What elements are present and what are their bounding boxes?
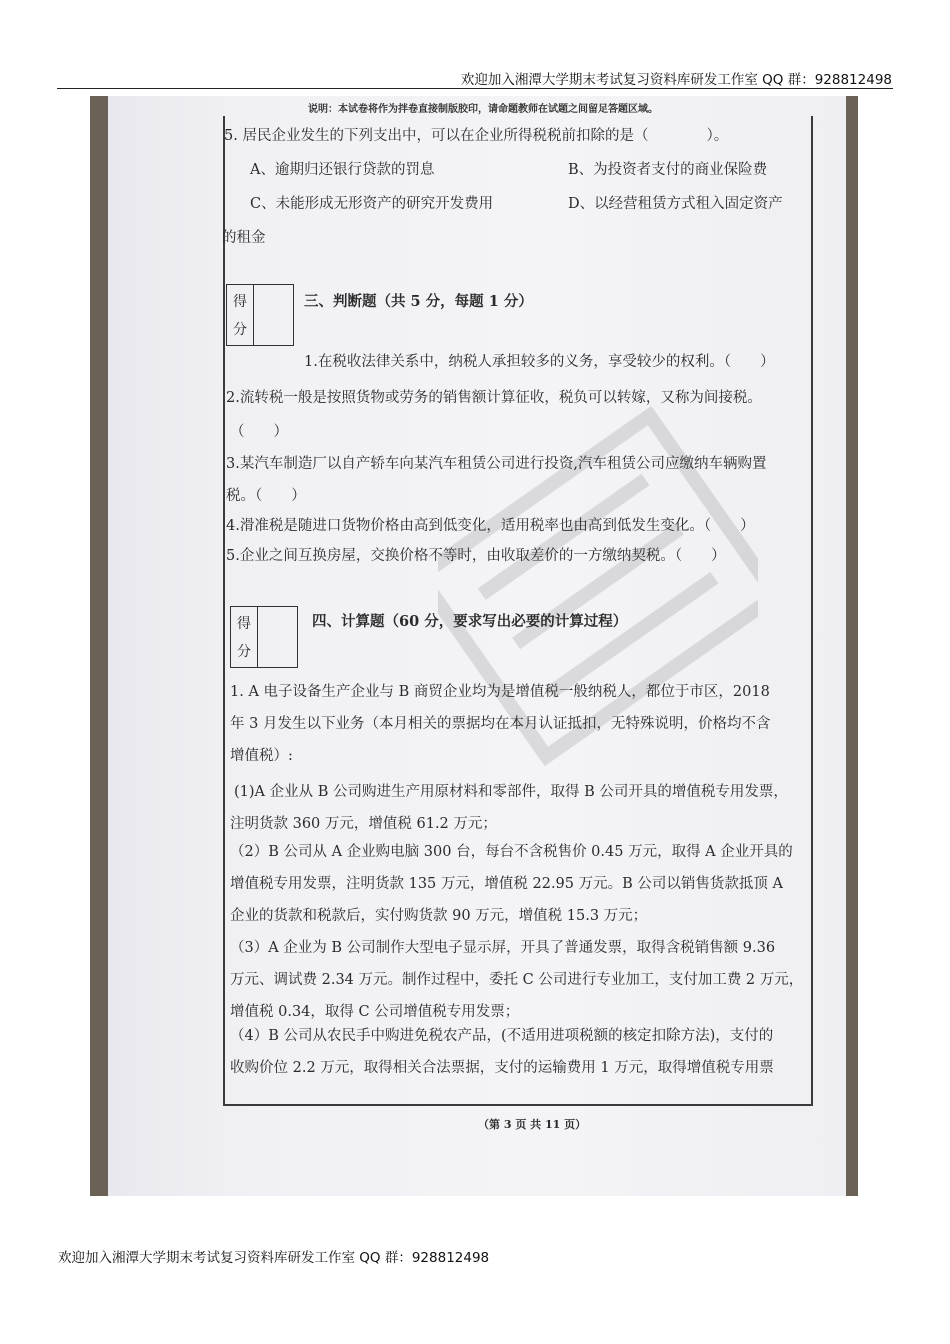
score-box-label-1: 得 [237,616,251,632]
calc-line: （2）B 公司从 A 企业购电脑 300 台，每台不含税售价 0.45 万元，取得 A 企业开具的 [230,844,793,860]
page-number: （第 3 页 共 11 页） [478,1118,587,1131]
q5-option-d-cont: 的租金 [222,230,266,246]
calc-line: 增值税 0.34，取得 C 公司增值税专用发票； [230,1004,520,1020]
judgment-item: 5.企业之间互换房屋，交换价格不等时，由收取差价的一方缴纳契税。（ ） [226,548,726,564]
q5-option-c: C、未能形成无形资产的研究开发费用 [250,196,494,212]
page-header: 欢迎加入湘潭大学期末考试复习资料库研发工作室 QQ 群：928812498 [460,72,892,88]
judgment-item: （ ） [230,424,288,440]
judgment-item: 2.流转税一般是按照货物或劳务的销售额计算征收，税负可以转嫁，又称为间接税。 [226,390,762,406]
q5-option-b: B、为投资者支付的商业保险费 [568,162,768,178]
score-box-label-2: 分 [233,322,247,338]
section-4-title: 四、计算题（60 分，要求写出必要的计算过程） [312,613,628,630]
judgment-item: 1.在税收法律关系中，纳税人承担较多的义务，享受较少的权利。（ ） [304,354,775,370]
judgment-item: 4.滑准税是随进口货物价格由高到低变化，适用税率也由高到低发生变化。（ ） [226,518,755,534]
judgment-item: 税。（ ） [226,488,306,504]
calc-line: 增值税）: [230,748,293,764]
calc-line: 年 3 月发生以下业务（本月相关的票据均在本月认证抵扣，无特殊说明，价格均不含 [230,716,771,732]
q5-stem: 5. 居民企业发生的下列支出中，可以在企业所得税税前扣除的是（ ）。 [224,128,729,144]
calc-line: 增值税专用发票，注明货款 135 万元，增值税 22.95 万元。B 公司以销售货款抵顶 A [230,876,783,892]
page-footer: 欢迎加入湘潭大学期末考试复习资料库研发工作室 QQ 群：928812498 [58,1250,490,1266]
exam-sheet [108,96,846,1196]
section-3-title: 三、判断题（共 5 分，每题 1 分） [304,293,533,310]
score-box-label-1: 得 [233,294,247,310]
q5-option-d: D、以经营租赁方式租入固定资产 [568,196,783,212]
score-box-calculation [230,606,298,668]
calc-line: 1. A 电子设备生产企业与 B 商贸企业均为是增值税一般纳税人，都位于市区，2018 [230,684,770,700]
calc-line: (1)A 企业从 B 公司购进生产用原材料和零部件，取得 B 公司开具的增值税专用发票， [234,784,788,800]
header-divider [57,88,893,89]
q5-option-a: A、逾期归还银行贷款的罚息 [250,162,435,178]
calc-line: （4）B 公司从农民手中购进免税农产品，(不适用进项税额的核定扣除方法)，支付的 [230,1028,774,1044]
score-box-label-2: 分 [237,644,251,660]
score-box-judgment [226,284,294,346]
calc-line: 企业的货款和税款后，实付购货款 90 万元，增值税 15.3 万元； [230,908,648,924]
judgment-item: 3.某汽车制造厂以自产轿车向某汽车租赁公司进行投资,汽车租赁公司应缴纳车辆购置 [226,456,767,472]
calc-line: 收购价位 2.2 万元，取得相关合法票据，支付的运输费用 1 万元，取得增值税专用票 [230,1060,774,1076]
exam-notice: 说明：本试卷将作为拌卷直接制版胶印，请命题教师在试题之间留足答题区域。 [308,104,658,115]
exam-photo [90,96,858,1196]
calc-line: 注明货款 360 万元，增值税 61.2 万元； [230,816,497,832]
calc-line: 万元、调试费 2.34 万元。制作过程中，委托 C 公司进行专业加工，支付加工费 2 万元， [230,972,804,988]
calc-line: （3）A 企业为 B 公司制作大型电子显示屏，开具了普通发票，取得含税销售额 9.36 [230,940,776,956]
